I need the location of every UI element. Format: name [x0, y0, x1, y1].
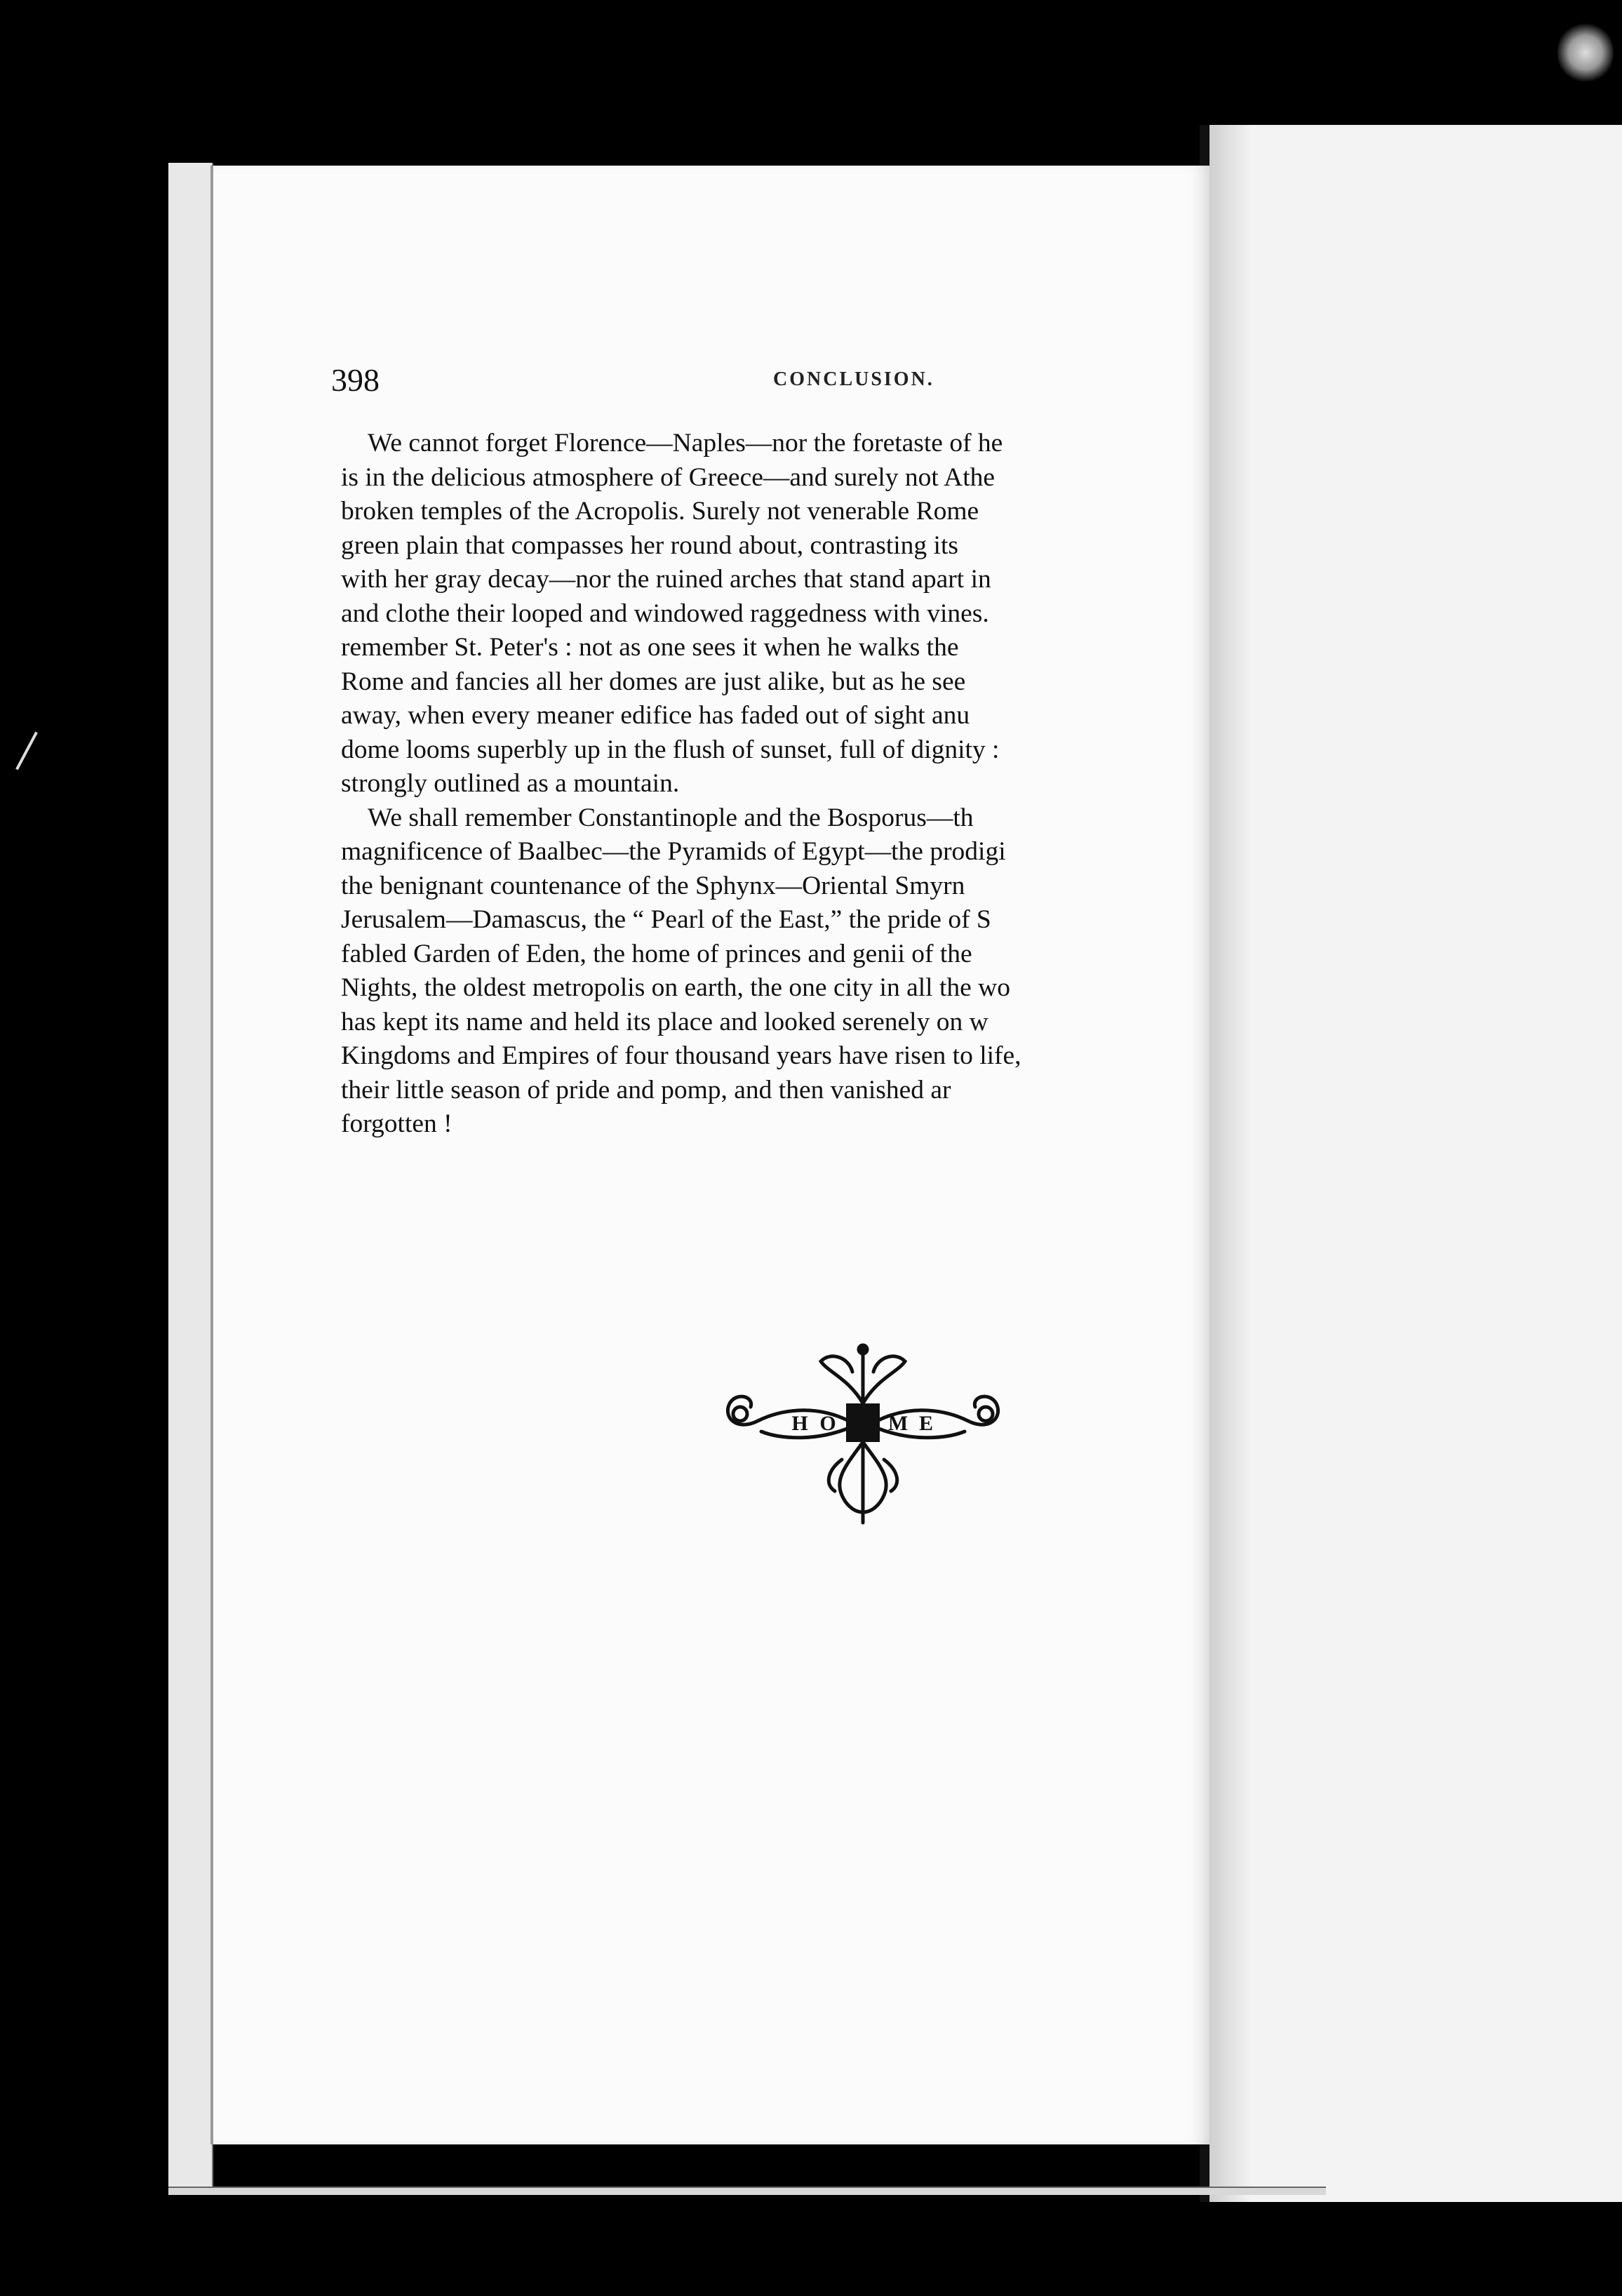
- svg-text:E: E: [918, 1412, 934, 1435]
- svg-text:O: O: [819, 1412, 836, 1435]
- text-line: strongly outlined as a mountain.: [341, 769, 680, 798]
- text-line: fabled Garden of Eden, the home of princes and genii of the: [341, 939, 972, 968]
- text-line: remember St. Peter's : not as one sees it when he walks the: [341, 633, 959, 662]
- text-line: We shall remember Constantinople and the Bosporus—th: [368, 803, 974, 832]
- text-line: We cannot forget Florence—Naples—nor the foretaste of he: [368, 429, 1003, 458]
- flourish-ornament-icon: [709, 1337, 1017, 1526]
- right-page-edge: [1200, 125, 1622, 2202]
- page-number: 398: [331, 362, 380, 398]
- text-line: Nights, the oldest metropolis on earth, the one city in all the wo: [341, 973, 1010, 1002]
- gutter-shadow: [1209, 125, 1252, 2202]
- paragraph-2: [341, 801, 1214, 1142]
- text-line: Rome and fancies all her domes are just alike, but as he see: [341, 667, 966, 696]
- text-line: Kingdoms and Empires of four thousand years have risen to life,: [341, 1041, 1021, 1070]
- text-line: broken temples of the Acropolis. Surely not venerable Rome: [341, 497, 979, 526]
- body-text: [341, 427, 1214, 1142]
- text-line: has kept its name and held its place and looked serenely on w: [341, 1007, 988, 1036]
- left-page-edge: [168, 163, 213, 2191]
- text-line: with her gray decay—nor the ruined arches that stand apart in: [341, 565, 991, 594]
- scan-speck: [1557, 21, 1614, 84]
- page-header: [331, 361, 1229, 403]
- page-bottom-edge: [168, 2187, 1326, 2195]
- scan-artifact: [15, 732, 38, 770]
- paragraph-1: [341, 427, 1214, 801]
- text-line: dome looms superbly up in the flush of sunset, full of dignity :: [341, 735, 1000, 764]
- text-line: and clothe their looped and windowed raggedness with vines.: [341, 599, 989, 628]
- text-line: the benignant countenance of the Sphynx—Oriental Smyrn: [341, 871, 965, 900]
- text-line: magnificence of Baalbec—the Pyramids of Egypt—the prodigi: [341, 837, 1006, 866]
- text-line: Jerusalem—Damascus, the “ Pearl of the East,” the pride of S: [341, 905, 991, 934]
- text-line: their little season of pride and pomp, and then vanished ar: [341, 1075, 951, 1104]
- svg-text:M: M: [887, 1412, 909, 1435]
- running-head: CONCLUSION.: [773, 368, 934, 390]
- text-line: forgotten !: [341, 1109, 453, 1138]
- svg-text:H: H: [791, 1412, 808, 1435]
- text-line: green plain that compasses her round about, contrasting its: [341, 530, 958, 560]
- text-line: is in the delicious atmosphere of Greece—and surely not Athe: [341, 462, 996, 492]
- text-line: away, when every meaner edifice has faded out of sight anu: [341, 701, 970, 730]
